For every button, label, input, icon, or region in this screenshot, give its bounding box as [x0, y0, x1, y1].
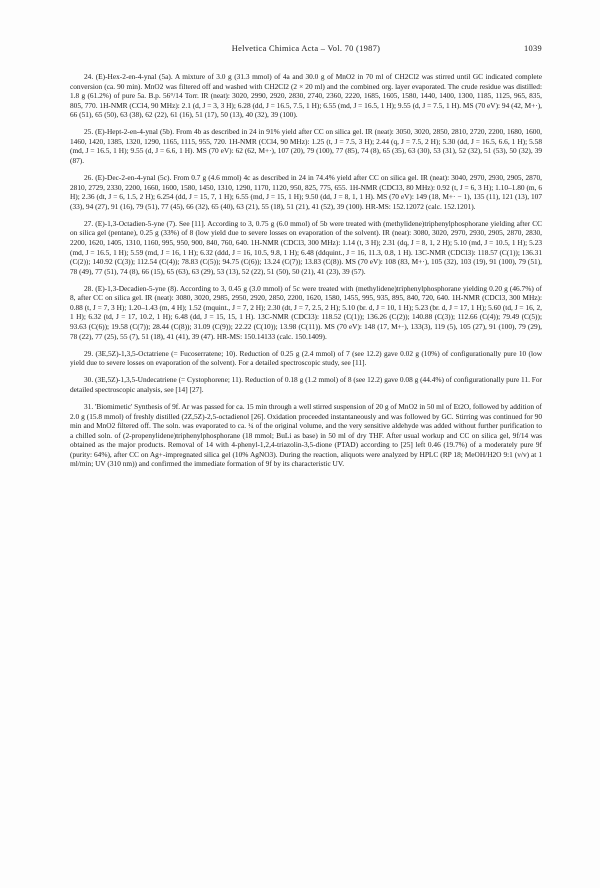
procedure-24-hex-2-en-4-ynal: 24. (E)-Hex-2-en-4-ynal (5a). A mixture of 3.0 g (31.3 mmol) of 4a and 30.0 g of MnO2 in 70 ml of CH2Cl2 was stirred until GC indicated complete conversion (ca. 90 min). MnO2 was filtered off and washed with CH2Cl2 (2 × 20 ml) and the combined org. layer evaporated. The crude residue was distilled: 1.8 g (61.2%) of pure 5a. B.p. 56°/14 Torr. IR (neat): 3020, 2990, 2920, 2830, 2740, 2360, 2220, 1685, 1605, 1580, 1440, 1400, 1300, 1185, 1125, 965, 835, 805, 770. 1H-NMR (CCl4, 90 MHz): 2.1 (d, J = 3, 3 H); 6.28 (dd, J = 16.5, 7.5, 1 H); 6.55 (md, J = 16.5, 1 H); 9.55 (d, J = 7.5, 1 H). MS (70 eV): 94 (42, M+·), 66 (51), 65 (50), 63 (38), 62 (22), 61 (16), 51 (17), 50 (13), 40 (32), 39 (100). [70, 72, 542, 120]
procedure-30-undecatriene: 30. (3E,5Z)-1,3,5-Undecatriene (= Cystophorene; 11). Reduction of 0.18 g (1.2 mmol) of 8 (see 12.2) gave 0.08 g (44.4%) of configurationally pure 11. For detailed spectroscopic analysis, see [14] [27]. [70, 375, 542, 394]
page-number: 1039 [524, 44, 542, 53]
procedure-25-hept-2-en-4-ynal: 25. (E)-Hept-2-en-4-ynal (5b). From 4b as described in 24 in 91% yield after CC on silica gel. IR (neat): 3050, 3020, 2850, 2810, 2720, 2200, 1680, 1600, 1460, 1420, 1385, 1320, 1290, 1165, 1115, 955, 720. 1H-NMR (CCl4, 90 MHz): 1.25 (t, J = 7.5, 3 H); 2.44 (q, J = 7.5, 2 H); 5.30 (dd, J = 16.5, 6.6, 1 H); 5.58 (md, J = 16.5, 1 H); 9.55 (d, J = 6.6, 1 H). MS (70 eV): 62 (62, M+·), 107 (20), 79 (100), 77 (85), 74 (8), 65 (35), 63 (30), 53 (31), 52 (32), 51 (53), 50 (32), 39 (87). [70, 127, 542, 165]
experimental-section [70, 72, 542, 476]
procedure-26-dec-2-en-4-ynal: 26. (E)-Dec-2-en-4-ynal (5c). From 0.7 g (4.6 mmol) 4c as described in 24 in 74.4% yield after CC on silica gel. IR (neat): 3040, 2970, 2930, 2905, 2870, 2810, 2729, 2330, 2200, 1660, 1600, 1580, 1450, 1310, 1290, 1170, 1120, 950, 825, 775, 655. 1H-NMR (CDCl3, 80 MHz): 0.92 (t, J = 6, 3 H); 1.10–1.80 (m, 6 H); 2.36 (dt, J = 6, 1.5, 2 H); 6.254 (dd, J = 15, 7, 1 H); 6.55 (md, J = 15, 1 H); 9.50 (dd, J = 8, 1, 1 H). MS (70 eV): 149 (18, M+· − 1), 135 (11), 121 (13), 107 (33), 94 (27), 91 (16), 79 (51), 77 (45), 66 (32), 65 (40), 63 (21), 55 (18), 51 (21), 41 (52), 39 (100). HR-MS: 152.12072 (calc. 152.1201). [70, 173, 542, 211]
running-head [70, 44, 542, 58]
procedure-28-decadien-5-yne: 28. (E)-1,3-Decadien-5-yne (8). According to 3, 0.45 g (3.0 mmol) of 5c were treated with (methylidene)triphenylphosphorane yielding 0.20 g (46.7%) of 8, after CC on silica gel. IR (neat): 3080, 3020, 2985, 2950, 2920, 2850, 2200, 1620, 1580, 1455, 995, 935, 895, 840, 720, 640. 1H-NMR (CDCl3, 300 MHz): 0.88 (t, J = 7, 3 H); 1.20–1.43 (m, 4 H); 1.52 (mquint., J = 7, 2 H); 2.30 (dt, J = 7, 2.5, 2 H); 5.10 (br. d, J = 10, 1 H); 5.23 (br. d, J = 17, 1 H); 5.60 (td, J = 16, 2, 1 H); 6.32 (td, J = 17, 10.2, 1 H); 6.48 (dd, J = 15, 15, 1 H). 13C-NMR (CDCl3): 118.52 (C(1)); 136.26 (C(2)); 140.88 (C(3)); 112.66 (C(4)); 79.49 (C(5)); 93.63 (C(6)); 19.58 (C(7)); 28.44 (C(8)); 31.09 (C(9)); 22.22 (C(10)); 13.98 (C(11)). MS (70 eV): 148 (17, M+·), 133(3), 119 (5), 105 (27), 91 (100), 79 (29), 78 (22), 77 (25), 55 (7), 51 (18), 41 (41), 39 (47). HR-MS: 150.14133 (calc. 150.1409). [70, 283, 542, 341]
procedure-31-biomimetic-synthesis: 31. 'Biomimetic' Synthesis of 9f. Ar was passed for ca. 15 min through a well stirred suspension of 20 g of MnO2 in 50 ml of Et2O, followed by addition of 2.0 g (15.8 mmol) of freshly distilled (2Z,5Z)-2,5-octadienol [26]. Oxidation proceeded instantaneously and was followed by GC. Stirring was continued for 90 min and MnO2 filtered off. The soln. was evaporated to ca. ¼ of the original volume, and the very sensitive aldehyde was added without further purification to a chilled soln. of (2-propenylidene)triphenylphosphorane (18 mmol; BuLi as base) in 50 ml of dry THF. After usual workup and CC on silica gel, 9f/14 was obtained as the major products. Removal of 14 with 4-phenyl-1,2,4-triazolin-3,5-dione (PTAD) according to [25] left 0.46 (19.7%) of a moderately pure 9f (purity: 64%), after CC on Ag+-impregnated silica gel (10% AgNO3). During the reaction, aliquots were analyzed by HPLC (RP 18; MeOH/H2O 9:1 (v/v) at 1 ml/min; UV (310 nm)) and confirmed the immediate formation of 9f by its characteristic UV. [70, 402, 542, 469]
journal-title: Helvetica Chimica Acta – Vol. 70 (1987) [231, 44, 381, 53]
procedure-27-octadien-5-yne: 27. (E)-1,3-Octadien-5-yne (7). See [11]. According to 3, 0.75 g (6.0 mmol) of 5b were treated with (methylidene)triphenylphosphorane yielding after CC on silica gel (pentane), 0.25 g (33%) of 8 (low yield due to severe losses on evaporation of the solvent). IR (neat): 3080, 3020, 2970, 2930, 2905, 2870, 2830, 2200, 1620, 1405, 1310, 1160, 995, 950, 900, 840, 760, 640. 1H-NMR (CDCl3, 300 MHz): 1.14 (t, 3 H); 2.31 (dq, J = 8, 1, 2 H); 5.10 (md, J = 10.5, 1 H); 5.23 (md, J = 16.5, 1 H); 5.59 (md, J = 16, 1 H); 6.32 (ddd, J = 16, 10.5, 9.8, 1 H); 6.48 (ddquint., J = 16, 11.3, 0.8, 1 H). 13C-NMR (CDCl3): 118.57 (C(1)); 136.31 (C(2)); 140.92 (C(3)); 112.54 (C(4)); 78.83 (C(5)); 94.75 (C(6)); 13.24 (C(7)); 13.83 (C(8)). MS (70 eV): 108 (83, M+·), 105 (32), 103 (19), 91 (100), 79 (51), 78 (49), 77 (51), 74 (8), 66 (15), 65 (63), 63 (29), 53 (13), 52 (22), 51 (50), 50 (21), 41 (23), 39 (57). [70, 218, 542, 276]
procedure-29-octatriene: 29. (3E,5Z)-1,3,5-Octatriene (= Fucoserratene; 10). Reduction of 0.25 g (2.4 mmol) of 7 (see 12.2) gave 0.02 g (10%) of configurationally pure 10 (low yield due to severe losses on evaporation of the solvent). For a detailed spectroscopic study, see [11]. [70, 348, 542, 368]
